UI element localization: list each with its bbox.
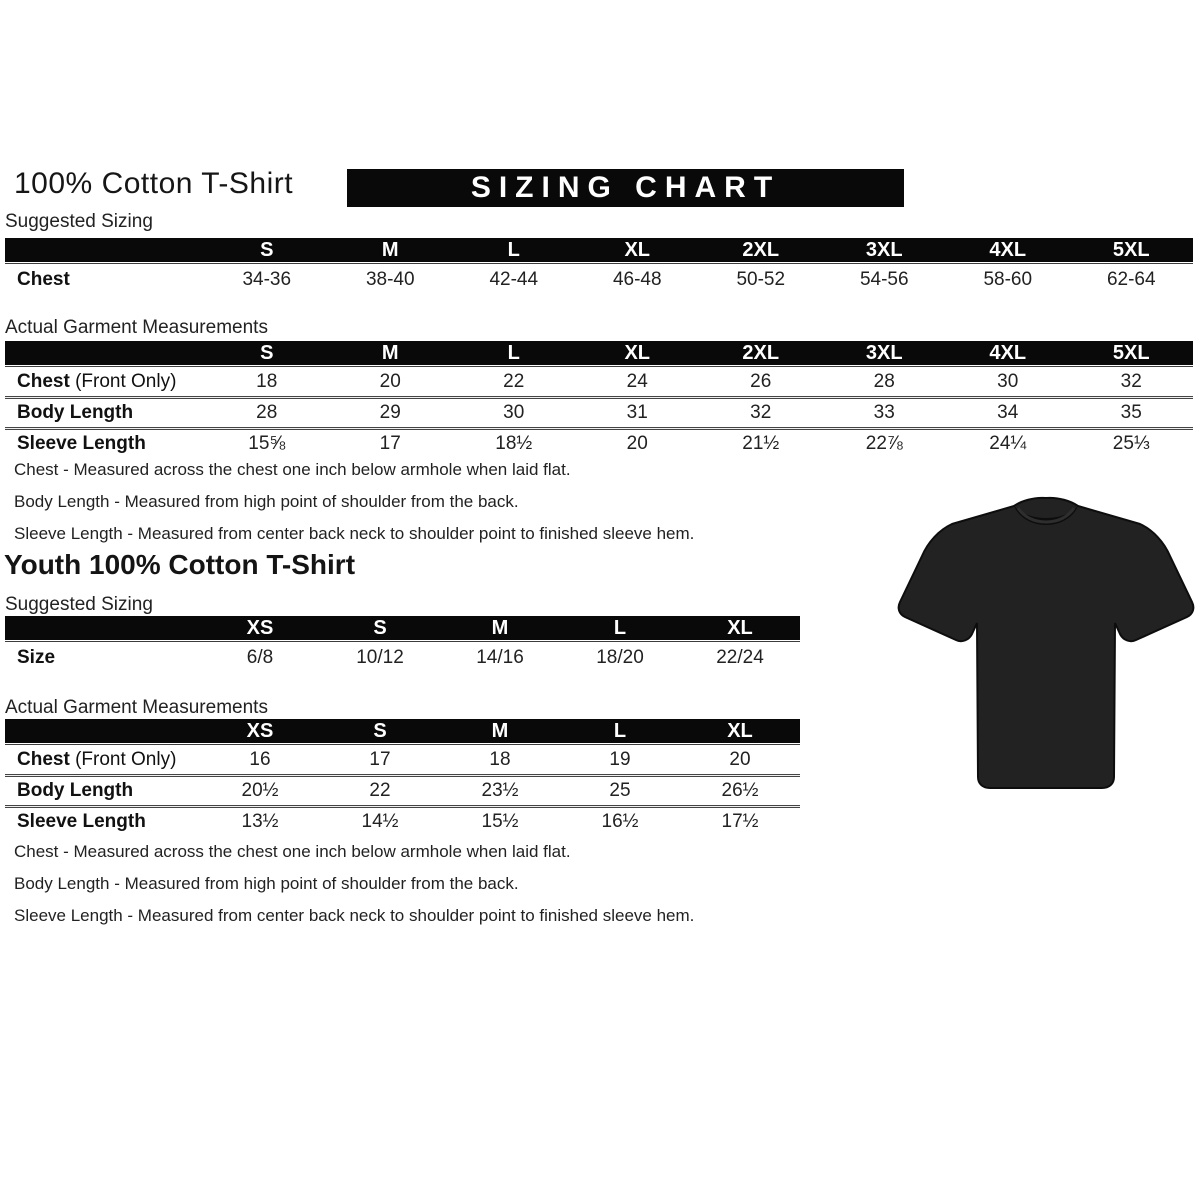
table-cell: 10/12: [356, 647, 404, 668]
column-header: XL: [727, 617, 753, 639]
sizing-chart-banner: [347, 169, 904, 207]
column-header: XS: [246, 720, 274, 742]
table-cell: 13½: [241, 811, 279, 832]
table-cell: 18: [489, 749, 511, 770]
column-header: XL: [727, 720, 753, 742]
table-row: [5, 399, 1193, 427]
adult-suggested-sizing-label: Suggested Sizing: [5, 211, 153, 232]
table-cell: 20: [626, 433, 648, 454]
column-header: L: [507, 342, 520, 364]
note-sleeve-length: Sleeve Length - Measured from center back neck to shoulder point to finished sleeve hem.: [14, 906, 695, 925]
column-header: M: [381, 239, 399, 261]
column-header: M: [381, 342, 399, 364]
row-label: Sleeve Length: [17, 433, 146, 454]
table-cell: 22⅞: [865, 433, 903, 454]
table-cell: 24: [626, 371, 648, 392]
youth-suggested-sizing-table: [5, 616, 800, 673]
table-cell: 17: [369, 749, 391, 770]
youth-suggested-header-row: [5, 616, 800, 640]
table-cell: 20: [729, 749, 751, 770]
table-cell: 33: [873, 402, 895, 423]
row-label: Sleeve Length: [17, 811, 146, 832]
column-header: 4XL: [989, 342, 1027, 364]
column-header: XS: [246, 617, 274, 639]
column-header: M: [491, 617, 509, 639]
row-label: Size: [17, 647, 56, 668]
adult-actual-measurements-table: [5, 341, 1193, 458]
column-header: 3XL: [865, 239, 903, 261]
table-cell: 26: [750, 371, 772, 392]
column-header: S: [373, 720, 387, 742]
table-cell: 22/24: [716, 647, 764, 668]
column-header: L: [613, 617, 627, 639]
table-cell: 22: [369, 780, 391, 801]
table-cell: 26½: [721, 780, 759, 801]
adult-actual-header-row: [5, 341, 1193, 365]
youth-actual-measurements-table: [5, 719, 800, 836]
table-cell: 32: [750, 402, 772, 423]
table-cell: 28: [256, 402, 278, 423]
column-header: XL: [624, 342, 651, 364]
note-body-length: Body Length - Measured from high point of shoulder from the back.: [14, 492, 519, 511]
column-header: XL: [624, 239, 651, 261]
table-cell: 20½: [241, 780, 279, 801]
table-cell: 16½: [601, 811, 639, 832]
table-cell: 20: [379, 371, 401, 392]
note-sleeve-length: Sleeve Length - Measured from center back neck to shoulder point to finished sleeve hem.: [14, 524, 695, 543]
table-cell: 62-64: [1106, 269, 1156, 290]
column-header: L: [613, 720, 627, 742]
table-cell: 14½: [361, 811, 399, 832]
row-label: Chest: [17, 269, 70, 290]
youth-actual-measurements-label: Actual Garment Measurements: [5, 697, 268, 718]
column-header: M: [491, 720, 509, 742]
column-header: 5XL: [1112, 239, 1150, 261]
table-cell: 19: [609, 749, 631, 770]
table-cell: 54-56: [859, 269, 909, 290]
table-cell: 42-44: [489, 269, 539, 290]
adult-actual-measurements-label: Actual Garment Measurements: [5, 317, 268, 338]
table-cell: 18½: [495, 433, 533, 454]
table-row: [5, 746, 800, 774]
table-cell: 23½: [481, 780, 519, 801]
table-cell: 38-40: [365, 269, 415, 290]
row-label: Chest (Front Only): [17, 749, 177, 770]
table-cell: 15½: [481, 811, 519, 832]
note-body-length: Body Length - Measured from high point of shoulder from the back.: [14, 874, 519, 893]
table-cell: 32: [1120, 371, 1142, 392]
row-label: Body Length: [17, 402, 134, 423]
column-header: S: [260, 239, 274, 261]
column-header: 2XL: [742, 342, 780, 364]
column-header: 4XL: [989, 239, 1027, 261]
table-cell: 46-48: [612, 269, 662, 290]
table-cell: 24¼: [989, 433, 1027, 454]
tshirt-silhouette-icon: [896, 492, 1196, 807]
table-cell: 34: [997, 402, 1019, 423]
adult-measurement-notes: [14, 461, 694, 557]
table-row: [5, 265, 1193, 295]
youth-measurement-notes: [14, 843, 694, 939]
table-row: [5, 430, 1193, 458]
table-cell: 17½: [721, 811, 759, 832]
table-cell: 29: [379, 402, 401, 423]
table-cell: 25: [609, 780, 631, 801]
table-cell: 15⅝: [248, 433, 286, 454]
table-cell: 58-60: [983, 269, 1033, 290]
column-header: S: [373, 617, 387, 639]
table-cell: 30: [997, 371, 1019, 392]
table-row: [5, 368, 1193, 396]
table-cell: 6/8: [246, 647, 274, 668]
column-header: 2XL: [742, 239, 780, 261]
table-cell: 17: [379, 433, 401, 454]
table-cell: 14/16: [476, 647, 524, 668]
table-cell: 16: [249, 749, 271, 770]
table-cell: 28: [873, 371, 895, 392]
sizing-chart-banner-text: SIZING CHART: [470, 171, 781, 204]
page-title: 100% Cotton T-Shirt: [14, 167, 294, 200]
table-cell: 35: [1120, 402, 1142, 423]
table-cell: 22: [503, 371, 525, 392]
youth-suggested-sizing-label: Suggested Sizing: [5, 594, 153, 615]
table-row: [5, 808, 800, 836]
column-header: 5XL: [1112, 342, 1150, 364]
table-row: [5, 777, 800, 805]
adult-suggested-header-row: [5, 238, 1193, 262]
youth-actual-header-row: [5, 719, 800, 743]
table-cell: 21½: [742, 433, 780, 454]
table-row: [5, 643, 800, 673]
row-label: Body Length: [17, 780, 134, 801]
adult-suggested-sizing-table: [5, 238, 1193, 295]
table-cell: 50-52: [736, 269, 786, 290]
black-tshirt-photo: [896, 492, 1196, 807]
column-header: S: [260, 342, 274, 364]
table-cell: 25⅓: [1112, 433, 1150, 454]
table-cell: 30: [503, 402, 525, 423]
table-cell: 31: [626, 402, 648, 423]
note-chest: Chest - Measured across the chest one inch below armhole when laid flat.: [14, 460, 571, 479]
row-label: Chest (Front Only): [17, 371, 177, 392]
column-header: L: [507, 239, 520, 261]
table-cell: 18: [256, 371, 278, 392]
table-cell: 18/20: [596, 647, 644, 668]
table-cell: 34-36: [242, 269, 292, 290]
note-chest: Chest - Measured across the chest one inch below armhole when laid flat.: [14, 842, 571, 861]
column-header: 3XL: [865, 342, 903, 364]
youth-section-title: Youth 100% Cotton T-Shirt: [4, 549, 356, 580]
